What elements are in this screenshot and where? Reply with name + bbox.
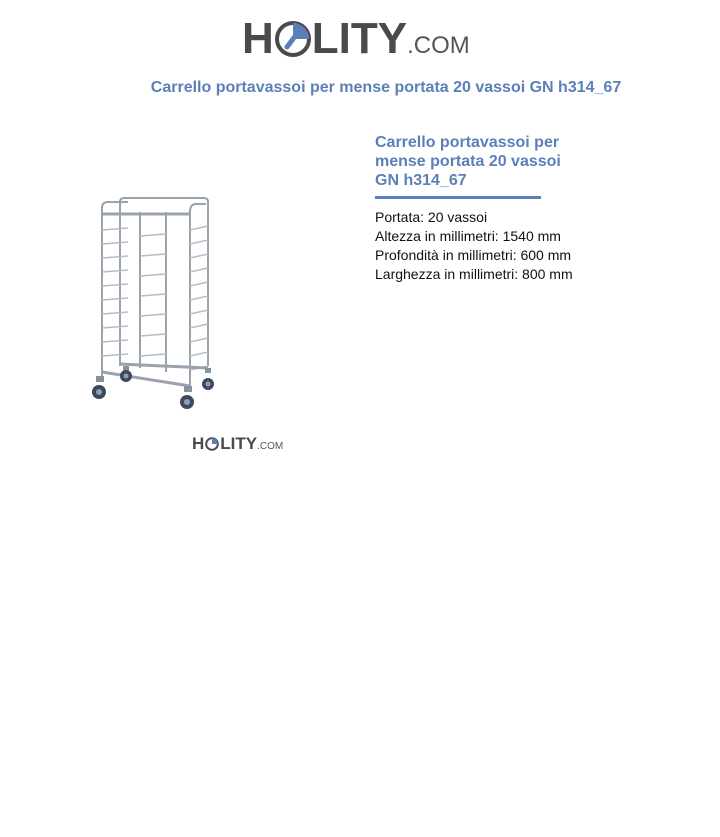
trolley-illustration [80, 196, 230, 416]
product-details [375, 133, 605, 284]
site-logo[interactable] [242, 14, 470, 64]
image-logo-tld: .COM [257, 441, 284, 452]
image-logo-mark-icon [205, 437, 219, 451]
spec-list [375, 208, 605, 284]
spec-depth: Profondità in millimetri: 600 mm [375, 247, 572, 263]
logo-tld: .COM [407, 32, 470, 59]
logo-brand-right: LITY [311, 14, 408, 63]
logo-brand-left: H [242, 14, 274, 63]
page-title: Carrello portavassoi per mense portata 20 vassoi GN h314_67 [150, 79, 622, 96]
title-underline [375, 196, 541, 199]
spec-capacity: Portata: 20 vassoi [375, 209, 488, 225]
product-image [80, 196, 230, 416]
image-logo-brand-right: LITY [220, 434, 258, 453]
logo-mark-icon [275, 21, 311, 57]
spec-width: Larghezza in millimetri: 800 mm [375, 266, 573, 282]
image-logo-brand-left: H [192, 434, 205, 453]
product-title: Carrello portavassoi per mense portata 20 vassoi GN h314_67 [375, 134, 561, 189]
image-logo [192, 434, 283, 454]
spec-height: Altezza in millimetri: 1540 mm [375, 228, 561, 244]
